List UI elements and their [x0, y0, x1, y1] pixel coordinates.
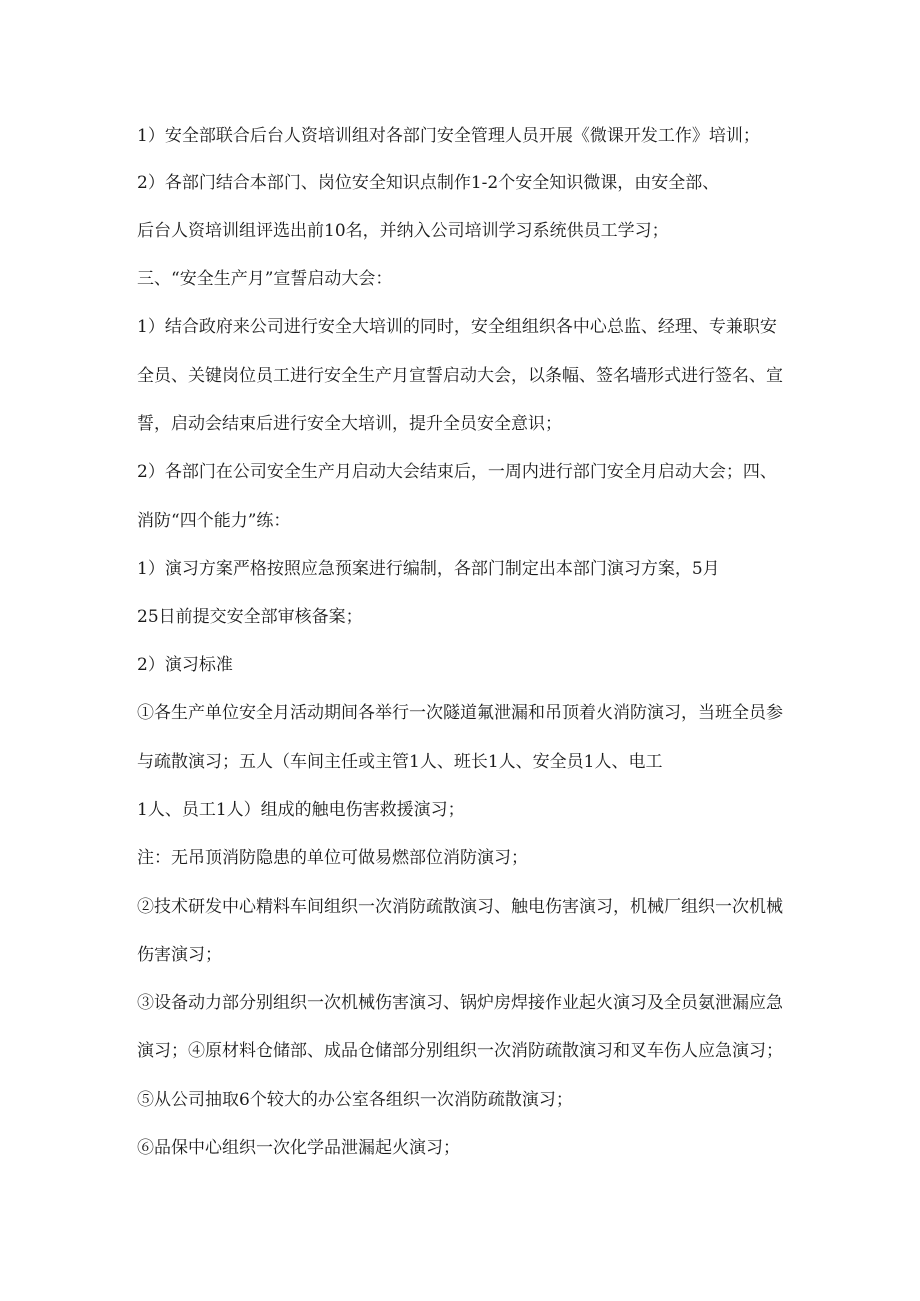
text-line: 1）安全部联合后台人资培训组对各部门安全管理人员开展《微课开发工作》培训； — [137, 126, 760, 146]
text-line: 后台人资培训组评选出前10名，并纳入公司培训学习系统供员工学习； — [137, 221, 669, 241]
text-line: 誓，启动会结束后进行安全大培训，提升全员安全意识； — [137, 414, 562, 434]
text-line: 1人、员工1人）组成的触电伤害救援演习； — [137, 800, 465, 820]
text-line: 伤害演习； — [137, 945, 222, 965]
text-line: 2）演习标准 — [137, 655, 233, 675]
text-line: 2）各部门结合本部门、岗位安全知识点制作1-2个安全知识微课，由安全部、 — [137, 173, 720, 193]
text-line: ①各生产单位安全月活动期间各举行一次隧道氟泄漏和吊顶着火消防演习，当班全员参 — [137, 703, 783, 723]
text-line: 与疏散演习；五人（车间主任或主管1人、班长1人、安全员1人、电工 — [137, 752, 663, 772]
text-line: ⑤从公司抽取6个较大的办公室各组织一次消防疏散演习； — [137, 1090, 573, 1110]
section-heading: 三、“安全生产月”宣誓启动大会： — [137, 269, 393, 289]
text-line: 1）演习方案严格按照应急预案进行编制，各部门制定出本部门演习方案，5月 — [137, 559, 720, 579]
text-line: ②技术研发中心精料车间组织一次消防疏散演习、触电伤害演习，机械厂组织一次机械 — [137, 897, 783, 917]
text-line: ③设备动力部分别组织一次机械伤害演习、锅炉房焊接作业起火演习及全员氨泄漏应急 — [137, 993, 783, 1013]
note-line: 注：无吊顶消防隐患的单位可做易燃部位消防演习； — [137, 848, 528, 868]
text-line: 演习；④原材料仓储部、成品仓储部分别组织一次消防疏散演习和叉车伤人应急演习； — [137, 1041, 783, 1061]
text-line: 1）结合政府来公司进行安全大培训的同时，安全组组织各中心总监、经理、专兼职安 — [137, 317, 777, 337]
text-line: 2）各部门在公司安全生产月启动大会结束后，一周内进行部门安全月启动大会；四、 — [137, 462, 777, 482]
text-line: 消防“四个能力”练： — [137, 511, 291, 531]
text-line: 全员、关键岗位员工进行安全生产月宣誓启动大会，以条幅、签名墙形式进行签名、宣 — [137, 366, 783, 386]
text-line: 25日前提交安全部审核备案； — [137, 607, 363, 627]
text-line: ⑥品保中心组织一次化学品泄漏起火演习； — [137, 1138, 460, 1158]
